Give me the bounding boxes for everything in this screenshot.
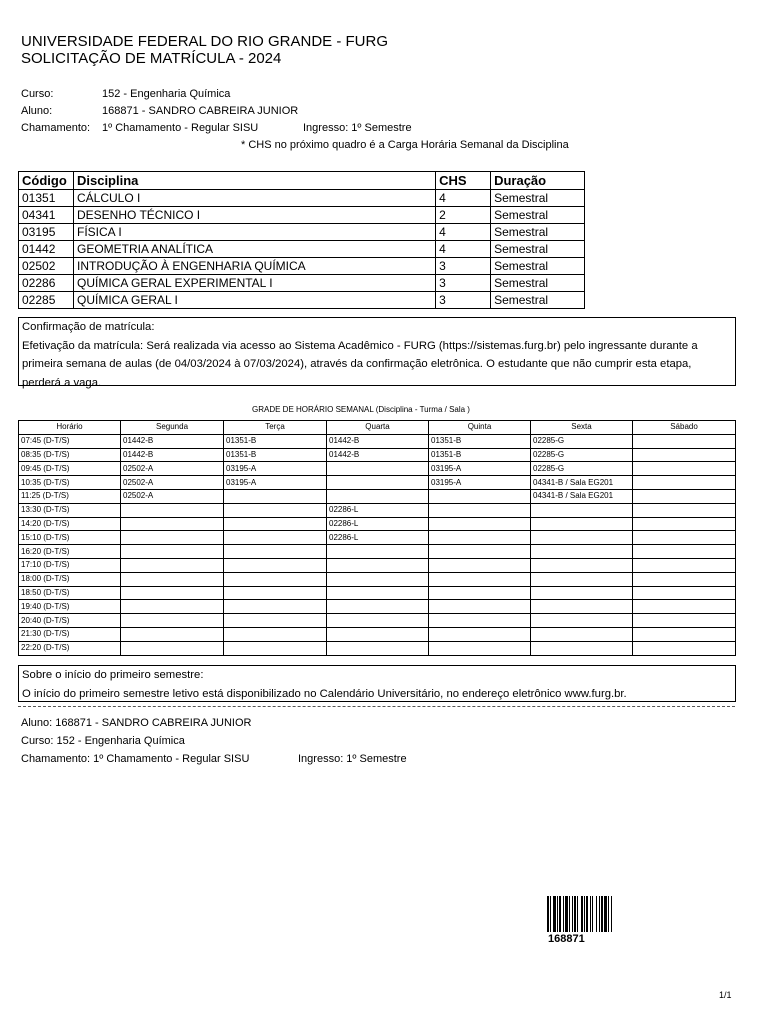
schedule-cell (531, 572, 633, 586)
schedule-row (19, 641, 736, 655)
schedule-cell (531, 517, 633, 531)
schedule-cell: 01442-B (327, 434, 429, 448)
schedule-cell: 01442-B (327, 448, 429, 462)
schedule-time-cell: 08:35 (D-T/S) (19, 448, 121, 462)
schedule-cell (429, 614, 531, 628)
schedule-cell (224, 600, 327, 614)
codigo-cell: 01442 (19, 241, 74, 258)
table-row (19, 258, 585, 275)
stub-chamamento: Chamamento: 1º Chamamento - Regular SISU (21, 753, 250, 765)
barcode-bar (553, 896, 556, 932)
schedule-row (19, 448, 736, 462)
duracao-cell: Semestral (491, 224, 585, 241)
chs-note: * CHS no próximo quadro é a Carga Horária Semanal da Disciplina (241, 139, 569, 151)
document-title: SOLICITAÇÃO DE MATRÍCULA - 2024 (21, 50, 282, 67)
stub-curso: Curso: 152 - Engenharia Química (21, 735, 185, 747)
schedule-cell (531, 531, 633, 545)
schedule-cell (121, 517, 224, 531)
schedule-header-cell: Horário (19, 421, 121, 435)
semester-notice-title: Sobre o início do primeiro semestre: (22, 669, 204, 681)
schedule-header-cell: Segunda (121, 421, 224, 435)
schedule-cell (327, 641, 429, 655)
schedule-title: GRADE DE HORÁRIO SEMANAL (Disciplina - Turma / Sala ) (252, 405, 470, 414)
schedule-header-cell: Sábado (633, 421, 736, 435)
schedule-cell (633, 531, 736, 545)
schedule-cell (633, 641, 736, 655)
chs-cell: 2 (436, 207, 491, 224)
schedule-cell (531, 503, 633, 517)
schedule-row (19, 517, 736, 531)
schedule-cell (121, 558, 224, 572)
schedule-cell (633, 503, 736, 517)
schedule-cell: 02285-G (531, 448, 633, 462)
schedule-cell (224, 586, 327, 600)
schedule-header-cell: Terça (224, 421, 327, 435)
schedule-row (19, 627, 736, 641)
schedule-cell: 01442-B (121, 434, 224, 448)
schedule-cell: 02286-L (327, 517, 429, 531)
schedule-cell (531, 600, 633, 614)
schedule-cell (121, 614, 224, 628)
schedule-cell (327, 586, 429, 600)
schedule-cell (327, 572, 429, 586)
schedule-cell: 03195-A (224, 462, 327, 476)
schedule-cell (429, 627, 531, 641)
codigo-cell: 04341 (19, 207, 74, 224)
schedule-cell (633, 558, 736, 572)
schedule-row (19, 614, 736, 628)
barcode-bar (563, 896, 564, 932)
codigo-cell: 01351 (19, 190, 74, 207)
schedule-cell (633, 572, 736, 586)
schedule-cell (121, 503, 224, 517)
schedule-row (19, 600, 736, 614)
semester-notice-text: O início do primeiro semestre letivo está disponibilizado no Calendário Universitário, no endereço eletrônico www.furg.br. (22, 687, 627, 700)
barcode-bar (569, 896, 570, 932)
schedule-time-cell: 18:00 (D-T/S) (19, 572, 121, 586)
schedule-time-cell: 17:10 (D-T/S) (19, 558, 121, 572)
confirmation-line-1: Efetivação da matrícula: Será realizada via acesso ao Sistema Acadêmico - FURG (https://sistemas.furg.br) pelo ingressante durante a (22, 339, 698, 352)
chs-cell: 4 (436, 190, 491, 207)
chamamento-label: Chamamento: (21, 122, 91, 134)
schedule-cell: 02502-A (121, 462, 224, 476)
schedule-cell (633, 627, 736, 641)
schedule-row (19, 572, 736, 586)
barcode-bar (584, 896, 585, 932)
barcode-bar (608, 896, 609, 932)
confirmation-line-2: primeira semana de aulas (de 04/03/2024 à 07/03/2024), através da confirmação eletrônica. O estudante que não cumprir esta etapa, (22, 358, 692, 370)
barcode-bar (592, 896, 593, 932)
schedule-time-cell: 07:45 (D-T/S) (19, 434, 121, 448)
barcode-bar (596, 896, 597, 932)
schedule-cell: 03195-A (429, 462, 531, 476)
schedule-cell (327, 476, 429, 490)
schedule-time-cell: 22:20 (D-T/S) (19, 641, 121, 655)
schedule-cell (224, 558, 327, 572)
table-row (19, 207, 585, 224)
curso-label: Curso: (21, 88, 54, 100)
disciplina-cell: CÁLCULO I (73, 190, 435, 207)
codigo-cell: 02502 (19, 258, 74, 275)
chs-cell: 3 (436, 258, 491, 275)
schedule-cell (531, 627, 633, 641)
schedule-time-cell: 19:40 (D-T/S) (19, 600, 121, 614)
schedule-cell (633, 448, 736, 462)
schedule-cell (121, 641, 224, 655)
barcode-bar (586, 896, 588, 932)
table-row (19, 224, 585, 241)
schedule-cell (224, 572, 327, 586)
schedule-cell: 03195-A (224, 476, 327, 490)
schedule-cell: 01351-B (429, 434, 531, 448)
schedule-cell: 04341-B / Sala EG201 (531, 489, 633, 503)
table-row (19, 190, 585, 207)
schedule-cell: 02286-L (327, 503, 429, 517)
schedule-cell (531, 614, 633, 628)
schedule-cell (633, 600, 736, 614)
schedule-time-cell: 15:10 (D-T/S) (19, 531, 121, 545)
schedule-row (19, 586, 736, 600)
schedule-cell (531, 641, 633, 655)
schedule-cell: 03195-A (429, 476, 531, 490)
barcode-bar (557, 896, 558, 932)
schedule-cell: 02285-G (531, 434, 633, 448)
schedule-cell (633, 476, 736, 490)
barcode-bar (599, 896, 600, 932)
schedule-cell (633, 434, 736, 448)
schedule-cell (633, 545, 736, 559)
schedule-cell (531, 545, 633, 559)
discipline-table (18, 171, 585, 309)
table-row (19, 292, 585, 309)
schedule-cell (121, 531, 224, 545)
schedule-cell: 02285-G (531, 462, 633, 476)
schedule-cell (224, 517, 327, 531)
schedule-cell (327, 614, 429, 628)
schedule-time-cell: 21:30 (D-T/S) (19, 627, 121, 641)
schedule-cell (327, 462, 429, 476)
stub-aluno: Aluno: 168871 - SANDRO CABREIRA JUNIOR (21, 717, 252, 729)
schedule-cell (224, 545, 327, 559)
schedule-header-cell: Quinta (429, 421, 531, 435)
chs-cell: 3 (436, 275, 491, 292)
schedule-cell (633, 614, 736, 628)
schedule-time-cell: 09:45 (D-T/S) (19, 462, 121, 476)
schedule-header-cell: Quarta (327, 421, 429, 435)
schedule-cell (327, 545, 429, 559)
barcode-bar (604, 896, 607, 932)
schedule-cell: 01442-B (121, 448, 224, 462)
schedule-cell: 01351-B (224, 434, 327, 448)
schedule-cell (429, 586, 531, 600)
header-chs: CHS (436, 172, 491, 190)
schedule-cell: 02502-A (121, 476, 224, 490)
schedule-cell: 04341-B / Sala EG201 (531, 476, 633, 490)
schedule-cell: 02286-L (327, 531, 429, 545)
chamamento-value: 1º Chamamento - Regular SISU (102, 122, 259, 134)
semester-notice-box (18, 665, 736, 702)
discipline-header-row (19, 172, 585, 190)
schedule-cell (633, 489, 736, 503)
disciplina-cell: DESENHO TÉCNICO I (73, 207, 435, 224)
duracao-cell: Semestral (491, 258, 585, 275)
schedule-cell: 02502-A (121, 489, 224, 503)
barcode-bar (590, 896, 591, 932)
schedule-cell (327, 558, 429, 572)
schedule-cell (327, 489, 429, 503)
duracao-cell: Semestral (491, 275, 585, 292)
schedule-cell (429, 531, 531, 545)
ingresso-value: Ingresso: 1º Semestre (303, 122, 412, 134)
schedule-time-cell: 14:20 (D-T/S) (19, 517, 121, 531)
schedule-row (19, 489, 736, 503)
barcode-bar (559, 896, 561, 932)
table-row (19, 275, 585, 292)
schedule-cell (121, 600, 224, 614)
schedule-cell: 01351-B (429, 448, 531, 462)
barcode-bar (611, 896, 612, 932)
aluno-value: 168871 - SANDRO CABREIRA JUNIOR (102, 105, 299, 117)
chs-cell: 3 (436, 292, 491, 309)
schedule-cell (531, 586, 633, 600)
curso-value: 152 - Engenharia Química (102, 88, 231, 100)
page-number: 1/1 (719, 990, 732, 1000)
schedule-header-cell: Sexta (531, 421, 633, 435)
schedule-row (19, 503, 736, 517)
chs-cell: 4 (436, 241, 491, 258)
codigo-cell: 02286 (19, 275, 74, 292)
header-codigo: Código (19, 172, 74, 190)
barcode-bar (550, 896, 551, 932)
schedule-cell (121, 627, 224, 641)
stub-ingresso: Ingresso: 1º Semestre (298, 753, 407, 765)
aluno-label: Aluno: (21, 105, 53, 117)
cut-line-divider (18, 706, 735, 707)
schedule-cell (429, 558, 531, 572)
duracao-cell: Semestral (491, 241, 585, 258)
header-duracao: Duração (491, 172, 585, 190)
schedule-cell (327, 627, 429, 641)
schedule-time-cell: 20:40 (D-T/S) (19, 614, 121, 628)
schedule-row (19, 558, 736, 572)
table-row (19, 241, 585, 258)
schedule-cell (224, 503, 327, 517)
barcode-bar (572, 896, 573, 932)
schedule-row (19, 476, 736, 490)
barcode-bar (581, 896, 583, 932)
schedule-row (19, 462, 736, 476)
schedule-cell (633, 586, 736, 600)
schedule-cell (121, 545, 224, 559)
schedule-cell (429, 572, 531, 586)
disciplina-cell: INTRODUÇÃO À ENGENHARIA QUÍMICA (73, 258, 435, 275)
schedule-cell (121, 586, 224, 600)
barcode-number: 168871 (548, 933, 585, 945)
schedule-cell (224, 641, 327, 655)
university-title: UNIVERSIDADE FEDERAL DO RIO GRANDE - FURG (21, 33, 388, 50)
barcode-bar (574, 896, 576, 932)
schedule-cell (429, 489, 531, 503)
disciplina-cell: QUÍMICA GERAL I (73, 292, 435, 309)
codigo-cell: 03195 (19, 224, 74, 241)
confirmation-box (18, 317, 736, 389)
schedule-cell (429, 545, 531, 559)
schedule-header-row (19, 421, 736, 435)
schedule-cell (633, 517, 736, 531)
header-disciplina: Disciplina (73, 172, 435, 190)
chs-cell: 4 (436, 224, 491, 241)
schedule-cell (327, 600, 429, 614)
schedule-time-cell: 10:35 (D-T/S) (19, 476, 121, 490)
disciplina-cell: QUÍMICA GERAL EXPERIMENTAL I (73, 275, 435, 292)
schedule-cell (224, 614, 327, 628)
schedule-cell: 01351-B (224, 448, 327, 462)
schedule-cell (429, 600, 531, 614)
disciplina-cell: GEOMETRIA ANALÍTICA (73, 241, 435, 258)
duracao-cell: Semestral (491, 190, 585, 207)
schedule-cell (531, 558, 633, 572)
schedule-row (19, 531, 736, 545)
schedule-time-cell: 16:20 (D-T/S) (19, 545, 121, 559)
barcode-bar (547, 896, 549, 932)
schedule-table (18, 420, 736, 656)
barcode-bar (565, 896, 568, 932)
confirmation-title: Confirmação de matrícula: (22, 321, 155, 333)
barcode-bar (577, 896, 578, 932)
schedule-cell (224, 489, 327, 503)
barcode-icon (547, 896, 632, 932)
schedule-time-cell: 18:50 (D-T/S) (19, 586, 121, 600)
confirmation-line-3: perderá a vaga. (22, 376, 102, 389)
schedule-cell (633, 462, 736, 476)
schedule-row (19, 434, 736, 448)
schedule-time-cell: 13:30 (D-T/S) (19, 503, 121, 517)
schedule-cell (429, 503, 531, 517)
duracao-cell: Semestral (491, 207, 585, 224)
schedule-cell (429, 641, 531, 655)
duracao-cell: Semestral (491, 292, 585, 309)
schedule-cell (224, 531, 327, 545)
schedule-time-cell: 11:25 (D-T/S) (19, 489, 121, 503)
schedule-cell (121, 572, 224, 586)
schedule-cell (224, 627, 327, 641)
schedule-cell (429, 517, 531, 531)
schedule-row (19, 545, 736, 559)
codigo-cell: 02285 (19, 292, 74, 309)
barcode-bar (601, 896, 603, 932)
disciplina-cell: FÍSICA I (73, 224, 435, 241)
